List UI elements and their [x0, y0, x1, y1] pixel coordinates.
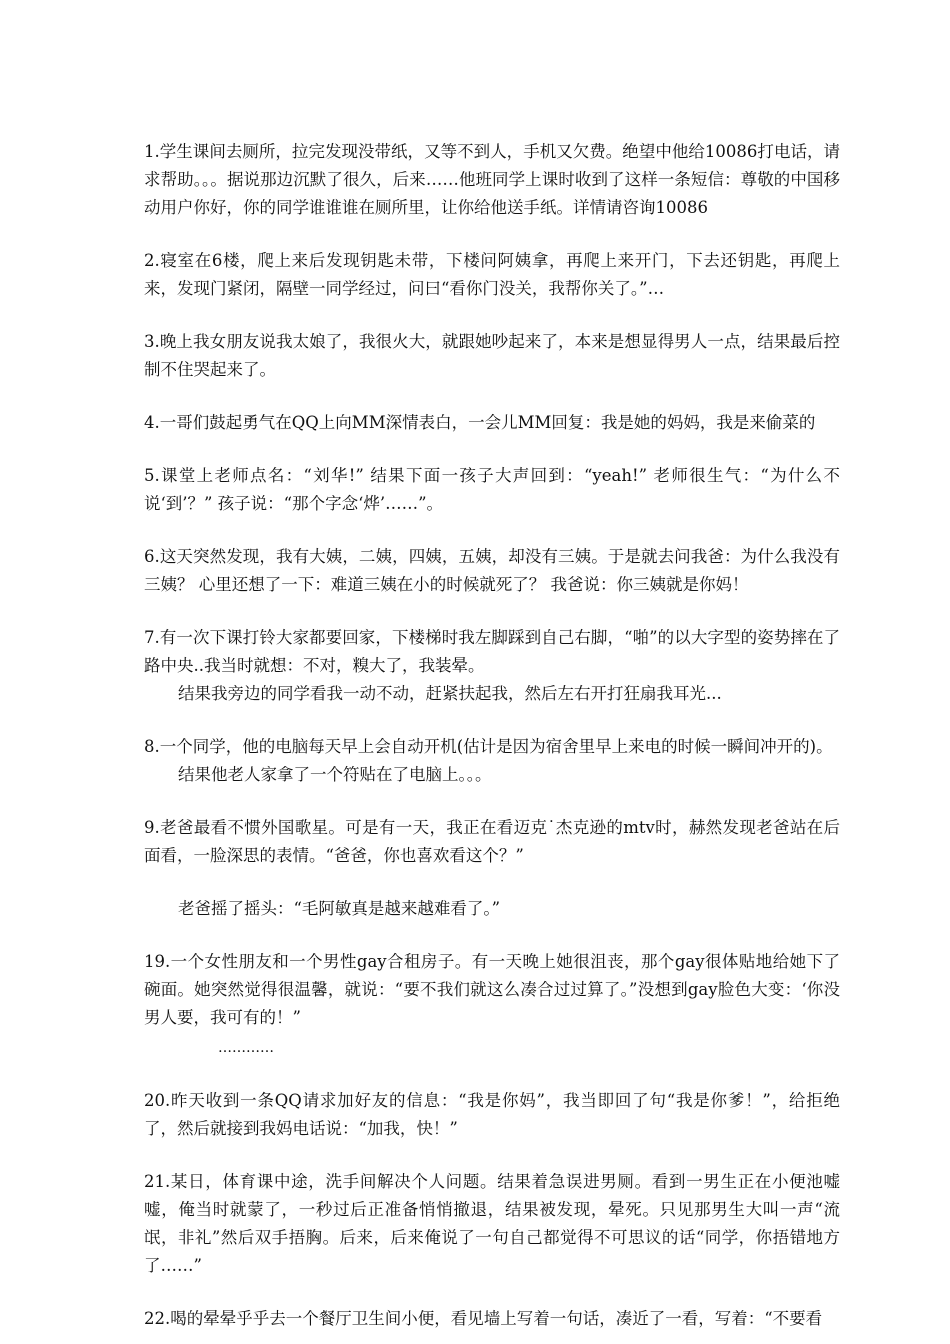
joke-list: [144, 138, 840, 1333]
joke-6: 6.这天突然发现，我有大姨，二姨，四姨，五姨，却没有三姨。于是就去问我爸：为什么我没有三姨？ 心里还想了一下：难道三姨在小的时候就死了？ 我爸说：你三姨就是你妈！: [144, 547, 840, 594]
joke-1: 1.学生课间去厕所，拉完发现没带纸，又等不到人，手机又欠费。绝望中他给10086打电话，请求帮助。。。据说那边沉默了很久，后来……他班同学上课时收到了这样一条短信：尊敬的中国移动用户你好，你的同学谁谁谁在厕所里，让你给他送手纸。详情请咨询10086: [144, 142, 840, 217]
joke-5: 5.课堂上老师点名：“刘华!” 结果下面一孩子大声回到：“yeah!” 老师很生气：“为什么不说‘到’？” 孩子说：“那个字念‘烨’……”。: [144, 466, 840, 513]
joke-9-continuation: 老爸摇了摇头：“毛阿敏真是越来越难看了。”: [178, 899, 501, 918]
joke-8-continuation: 结果他老人家拿了一个符贴在了电脑上。。。: [178, 765, 492, 784]
joke-22: 22.喝的晕晕乎乎去一个餐厅卫生间小便，看见墙上写着一句话，凑近了一看，写着：“不要看: [144, 1309, 823, 1328]
joke-2: 2.寝室在6楼，爬上来后发现钥匙未带，下楼问阿姨拿，再爬上来开门，下去还钥匙，再爬上来，发现门紧闭，隔壁一同学经过，问曰“看你门没关，我帮你关了。”…: [144, 251, 840, 298]
joke-7-continuation: 结果我旁边的同学看我一动不动，赶紧扶起我，然后左右开打狂扇我耳光...: [178, 684, 722, 703]
joke-21: 21.某日，体育课中途，洗手间解决个人问题。结果着急误进男厕。看到一男生正在小便池嘘嘘，俺当时就蒙了，一秒过后正准备悄悄撤退，结果被发现，晕死。只见那男生大叫一声“流氓，非礼”然后双手捂胸。后来，后来俺说了一句自己都觉得不可思议的话“同学，你捂错地方了……”: [144, 1172, 840, 1275]
joke-19: 19.一个女性朋友和一个男性gay合租房子。有一天晚上她很沮丧，那个gay很体贴地给她下了碗面。她突然觉得很温馨，就说：“要不我们就这么凑合过过算了。”没想到gay脸色大变：‘你没男人要，我可有的！”: [144, 952, 840, 1027]
joke-9: 9.老爸最看不惯外国歌星。可是有一天，我正在看迈克˙杰克逊的mtv时，赫然发现老爸站在后面看，一脸深思的表情。“爸爸，你也喜欢看这个？”: [144, 818, 840, 865]
joke-4: 4.一哥们鼓起勇气在QQ上向MM深情表白，一会儿MM回复：我是她的妈妈，我是来偷菜的: [144, 413, 816, 432]
ellipsis-line: …………: [218, 1040, 274, 1056]
joke-7: 7.有一次下课打铃大家都要回家，下楼梯时我左脚踩到自己右脚，“啪”的以大字型的姿势摔在了路中央..我当时就想：不对，糗大了，我装晕。: [144, 628, 840, 675]
joke-20: 20.昨天收到一条QQ请求加好友的信息：“我是你妈”，我当即回了句“我是你爹！”，给拒绝了，然后就接到我妈电话说：“加我，快！”: [144, 1091, 840, 1138]
joke-8: 8.一个同学，他的电脑每天早上会自动开机(估计是因为宿舍里早上来电的时候一瞬间冲开的)。: [144, 737, 833, 756]
joke-3: 3.晚上我女朋友说我太娘了，我很火大，就跟她吵起来了，本来是想显得男人一点，结果最后控制不住哭起来了。: [144, 332, 840, 379]
